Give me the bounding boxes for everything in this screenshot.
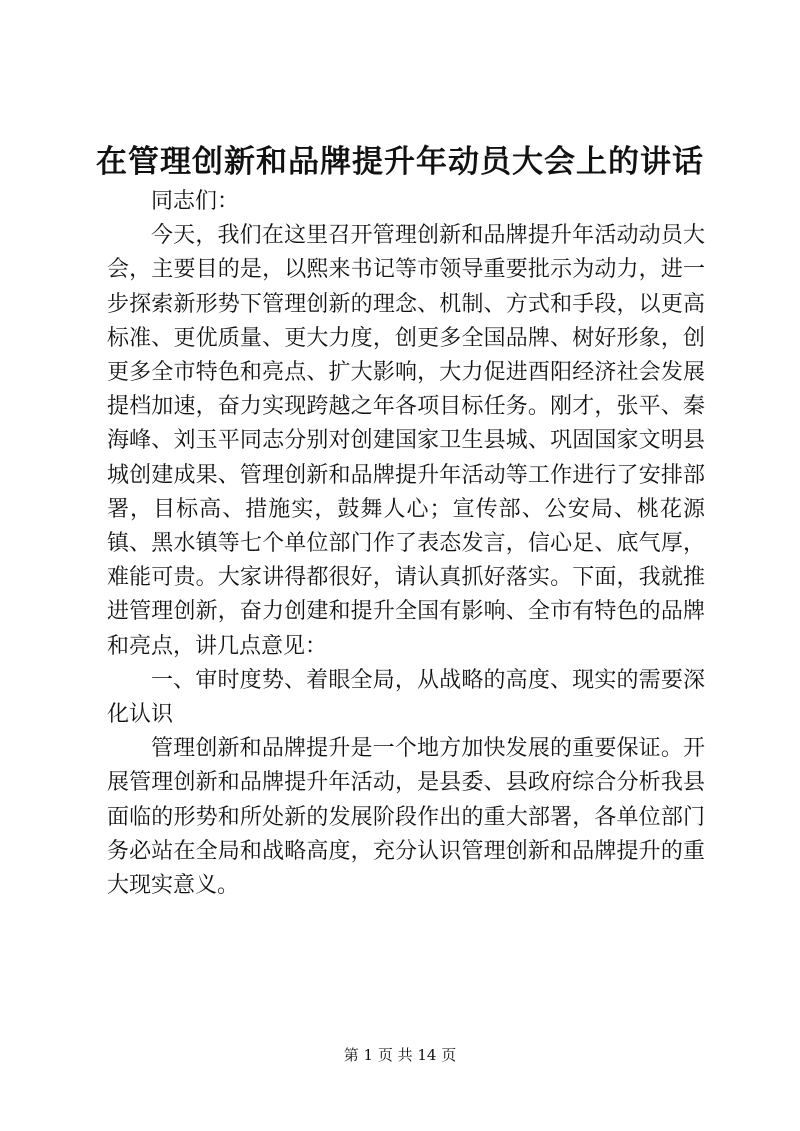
section-heading-1: 一、审时度势、着眼全局，从战略的高度、现实的需要深化认识 [107, 667, 705, 728]
salutation-paragraph: 同志们： [151, 189, 240, 214]
intro-paragraph: 今天，我们在这里召开管理创新和品牌提升年活动动员大会，主要目的是，以熙来书记等市领导重要批示为动力，进一步探索新形势下管理创新的理念、机制、方式和手段，以更高标准、更优质量、更大力度，创更多全国品牌、树好形象，创更多全市特色和亮点、扩大影响，大力促进酉阳经济社会发展提档加速，奋力实现跨越之年各项目标任务。刚才，张平、秦海峰、刘玉平同志分别对创建国家卫生县城、巩固国家文明县城创建成果、管理创新和品牌提升年活动等工作进行了安排部署，目标高、措施实，鼓舞人心；宣传部、公安局、桃花源镇、黑水镇等七个单位部门作了表态发言，信心足、底气厚，难能可贵。大家讲得都很好，请认真抓好落实。下面，我就推进管理创新，奋力创建和提升全国有影响、全市有特色的品牌和亮点，讲几点意见： [107, 223, 705, 659]
document-title: 在管理创新和品牌提升年动员大会上的讲话 [96, 144, 704, 180]
page-footer: 第 1 页 共 14 页 [343, 1046, 457, 1064]
section-1-paragraph: 管理创新和品牌提升是一个地方加快发展的重要保证。开展管理创新和品牌提升年活动，是县委、县政府综合分析我县面临的形势和所处新的发展阶段作出的重大部署，各单位部门务必站在全局和战略高度，充分认识管理创新和品牌提升的重大现实意义。 [107, 736, 705, 899]
document-body [107, 185, 705, 903]
